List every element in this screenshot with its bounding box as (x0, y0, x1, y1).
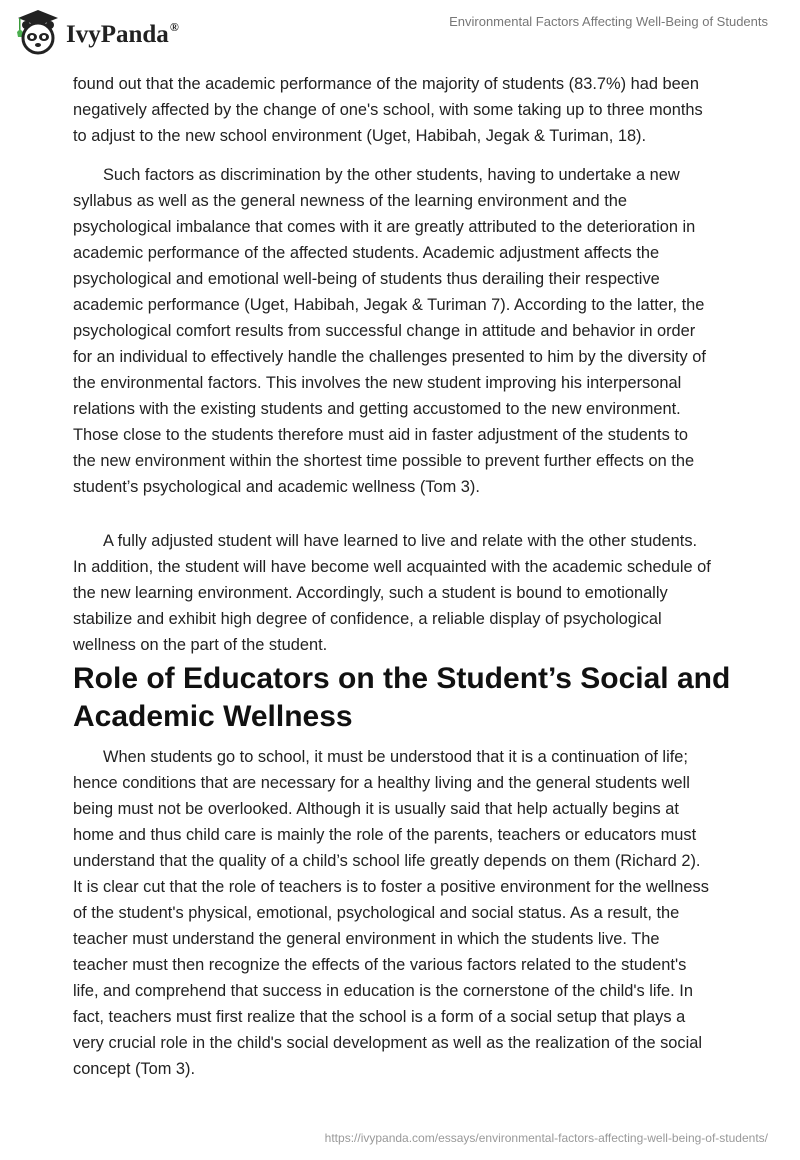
text-line: the environmental factors. This involves the new student improving his interpersonal (73, 374, 682, 392)
logo-wordmark (66, 20, 179, 50)
text-line: being must not be overlooked. Although it is usually said that help actually begins at (73, 800, 679, 818)
text-line: Those close to the students therefore must aid in faster adjustment of the students to (73, 426, 688, 444)
text-line: the new learning environment. Accordingly, such a student is bound to emotionally (73, 584, 668, 602)
text-line: academic performance of the affected students. Academic adjustment affects the (73, 244, 660, 262)
text-line: fact, teachers must first realize that the school is a form of a social setup that plays a (73, 1008, 686, 1026)
text-line: It is clear cut that the role of teachers is to foster a positive environment for the wellness (73, 878, 709, 896)
text-line: concept (Tom 3). (73, 1060, 196, 1078)
text-line: psychological comfort results from successful change in attitude and behavior in order (73, 322, 696, 340)
text-line: hence conditions that are necessary for a healthy living and the general students well (73, 774, 690, 792)
text-line: academic performance (Uget, Habibah, Jegak & Turiman 7). According to the latter, the (73, 296, 705, 314)
text-line: of the student's physical, emotional, psychological and social status. As a result, the (73, 904, 680, 922)
heading-line: Academic Wellness (73, 700, 353, 733)
text-line: negatively affected by the change of one's school, with some taking up to three months (73, 101, 703, 119)
page-header (0, 0, 800, 60)
text-line: relations with the existing students and getting accustomed to the new environment. (73, 400, 681, 418)
document-title: Environmental Factors Affecting Well-Being of Students (449, 14, 768, 29)
text-line: stabilize and exhibit high degree of confidence, a reliable display of psychological (73, 610, 662, 628)
text-line: understand that the quality of a child’s school life greatly depends on them (Richard 2). (73, 852, 701, 870)
ivypanda-logo[interactable] (14, 8, 179, 56)
logo-name: IvyPanda (66, 21, 169, 48)
text-line: very crucial role in the child's social development as well as the realization of the social (73, 1034, 703, 1052)
text-line: psychological imbalance that comes with it are greatly attributed to the deterioration in (73, 218, 696, 236)
paragraph (73, 528, 753, 658)
text-line: teacher must then recognize the effects of the various factors related to the student's (73, 956, 687, 974)
text-line: When students go to school, it must be understood that it is a continuation of life; (103, 748, 688, 766)
text-line: to adjust to the new school environment (Uget, Habibah, Jegak & Turiman, 18). (73, 127, 647, 145)
text-line: life, and comprehend that success in education is the cornerstone of the child's life. In (73, 982, 693, 1000)
heading-line: Role of Educators on the Student’s Social and (73, 662, 731, 695)
text-line: psychological and emotional well-being of students thus derailing their respective (73, 270, 660, 288)
paragraph (73, 744, 753, 1082)
source-url[interactable]: https://ivypanda.com/essays/environmental-factors-affecting-well-being-of-students/ (324, 1131, 768, 1145)
text-line: A fully adjusted student will have learned to live and relate with the other students. (103, 532, 698, 550)
text-line: home and thus child care is mainly the role of the parents, teachers or educators must (73, 826, 697, 844)
paragraph (73, 71, 753, 149)
text-line: syllabus as well as the general newness of the learning environment and the (73, 192, 627, 210)
text-line: Such factors as discrimination by the other students, having to undertake a new (103, 166, 680, 184)
text-line: found out that the academic performance of the majority of students (83.7%) had been (73, 75, 699, 93)
text-line: teacher must understand the general environment in which the students live. The (73, 930, 660, 948)
text-line: student’s psychological and academic wellness (Tom 3). (73, 478, 480, 496)
panda-logo-icon (14, 8, 60, 56)
text-line: In addition, the student will have become well acquainted with the academic schedule of (73, 558, 711, 576)
paragraph (73, 162, 753, 500)
registered-mark: ® (169, 20, 179, 34)
text-line: wellness on the part of the student. (73, 636, 328, 654)
text-line: the new environment within the shortest time possible to prevent further effects on the (73, 452, 695, 470)
text-line: for an individual to effectively handle the challenges presented to him by the diversity of (73, 348, 706, 366)
section-heading (73, 660, 730, 736)
